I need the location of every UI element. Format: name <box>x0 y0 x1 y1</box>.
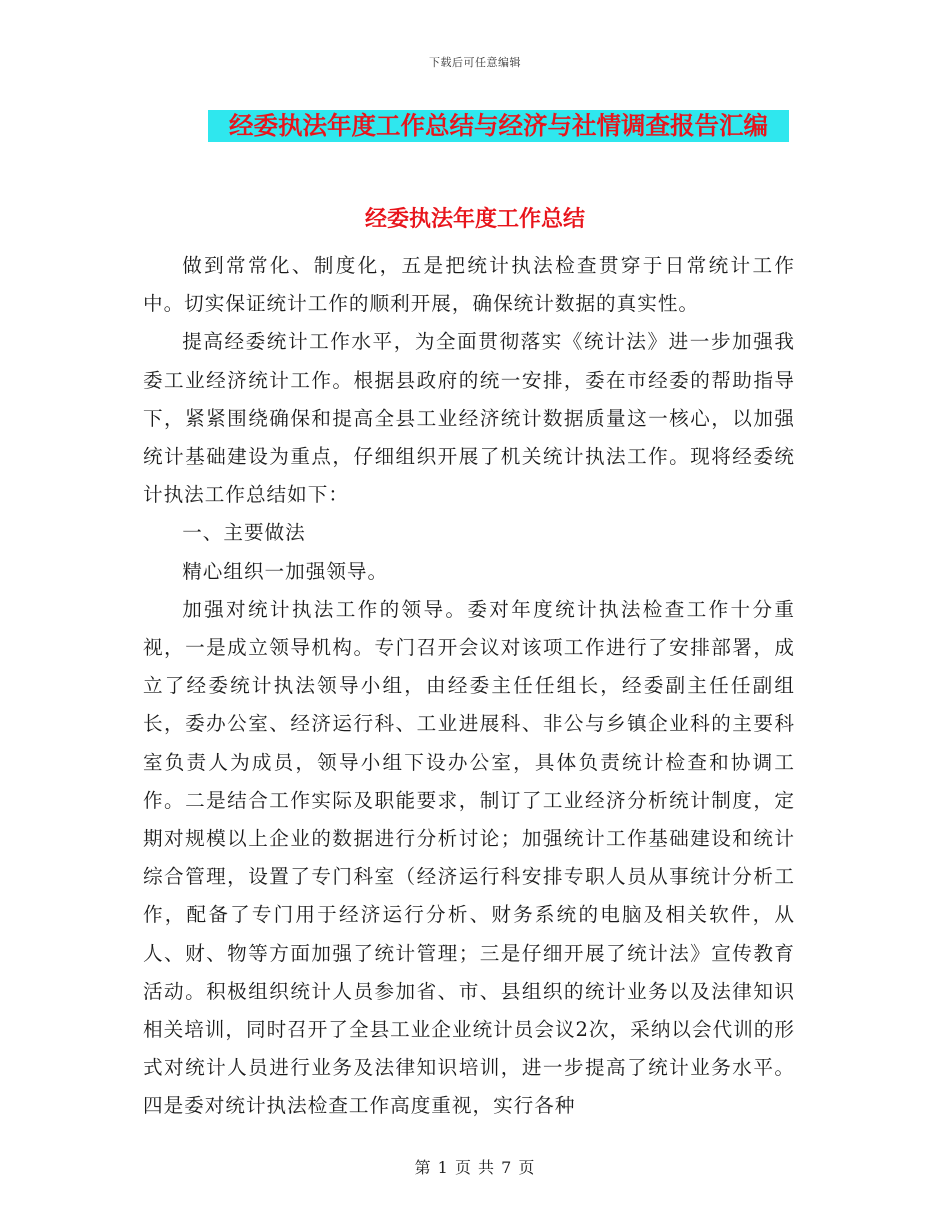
paragraph-subheading: 精心组织一加强领导。 <box>182 559 389 583</box>
paragraph: 加强对统计执法工作的领导。委对年度统计执法检查工作十分重视，一是成立领导机构。专门召开会议对该项工作进行了安排部署，成立了经委统计执法领导小组，由经委主任任组长，经委副主任任副组长，委办公室、经济运行科、工业进展科、非公与乡镇企业科的主要科室负责人为成员，领导小组下设办公室，具体负责统计检查和协调工作。二是结合工作实际及职能要求，制订了工业经济分析统计制度，定期对规模以上企业的数据进行分析讨论；加强统计工作基础建设和统计综合管理，设置了专门科室（经济运行科安排专职人员从事统计分析工作，配备了专门用于经济运行分析、财务系统的电脑及相关软件，从人、财、物等方面加强了统计管理；三是仔细开展了统计法》宣传教育活动。积极组织统计人员参加省、市、县组织的统计业务以及法律知识相关培训，同时召开了全县工业企业统计员会议2次，采纳以会代训的形式对统计人员进行业务及法律知识培训，进一步提高了统计业务水平。四是委对统计执法检查工作高度重视，实行各种 <box>143 597 795 1118</box>
page-number-footer: 第 1 页 共 7 页 <box>414 1158 536 1177</box>
document-title-container <box>208 110 789 142</box>
paragraph: 做到常常化、制度化，五是把统计执法检查贯穿于日常统计工作中。切实保证统计工作的顺利开展，确保统计数据的真实性。 <box>143 254 795 316</box>
body-text <box>143 247 795 1126</box>
header-note: 下载后可任意编辑 <box>429 56 521 69</box>
paragraph: 提高经委统计工作水平，为全面贯彻落实《统计法》进一步加强我委工业经济统计工作。根据县政府的统一安排，委在市经委的帮助指导下，紧紧围绕确保和提高全县工业经济统计数据质量这一核心，以加强统计基础建设为重点，仔细组织开展了机关统计执法工作。现将经委统计执法工作总结如下： <box>143 330 795 507</box>
paragraph-heading: 一、主要做法 <box>182 521 306 545</box>
document-title: 经委执法年度工作总结与经济与社情调查报告汇编 <box>208 110 789 142</box>
section-title: 经委执法年度工作总结 <box>364 207 585 232</box>
